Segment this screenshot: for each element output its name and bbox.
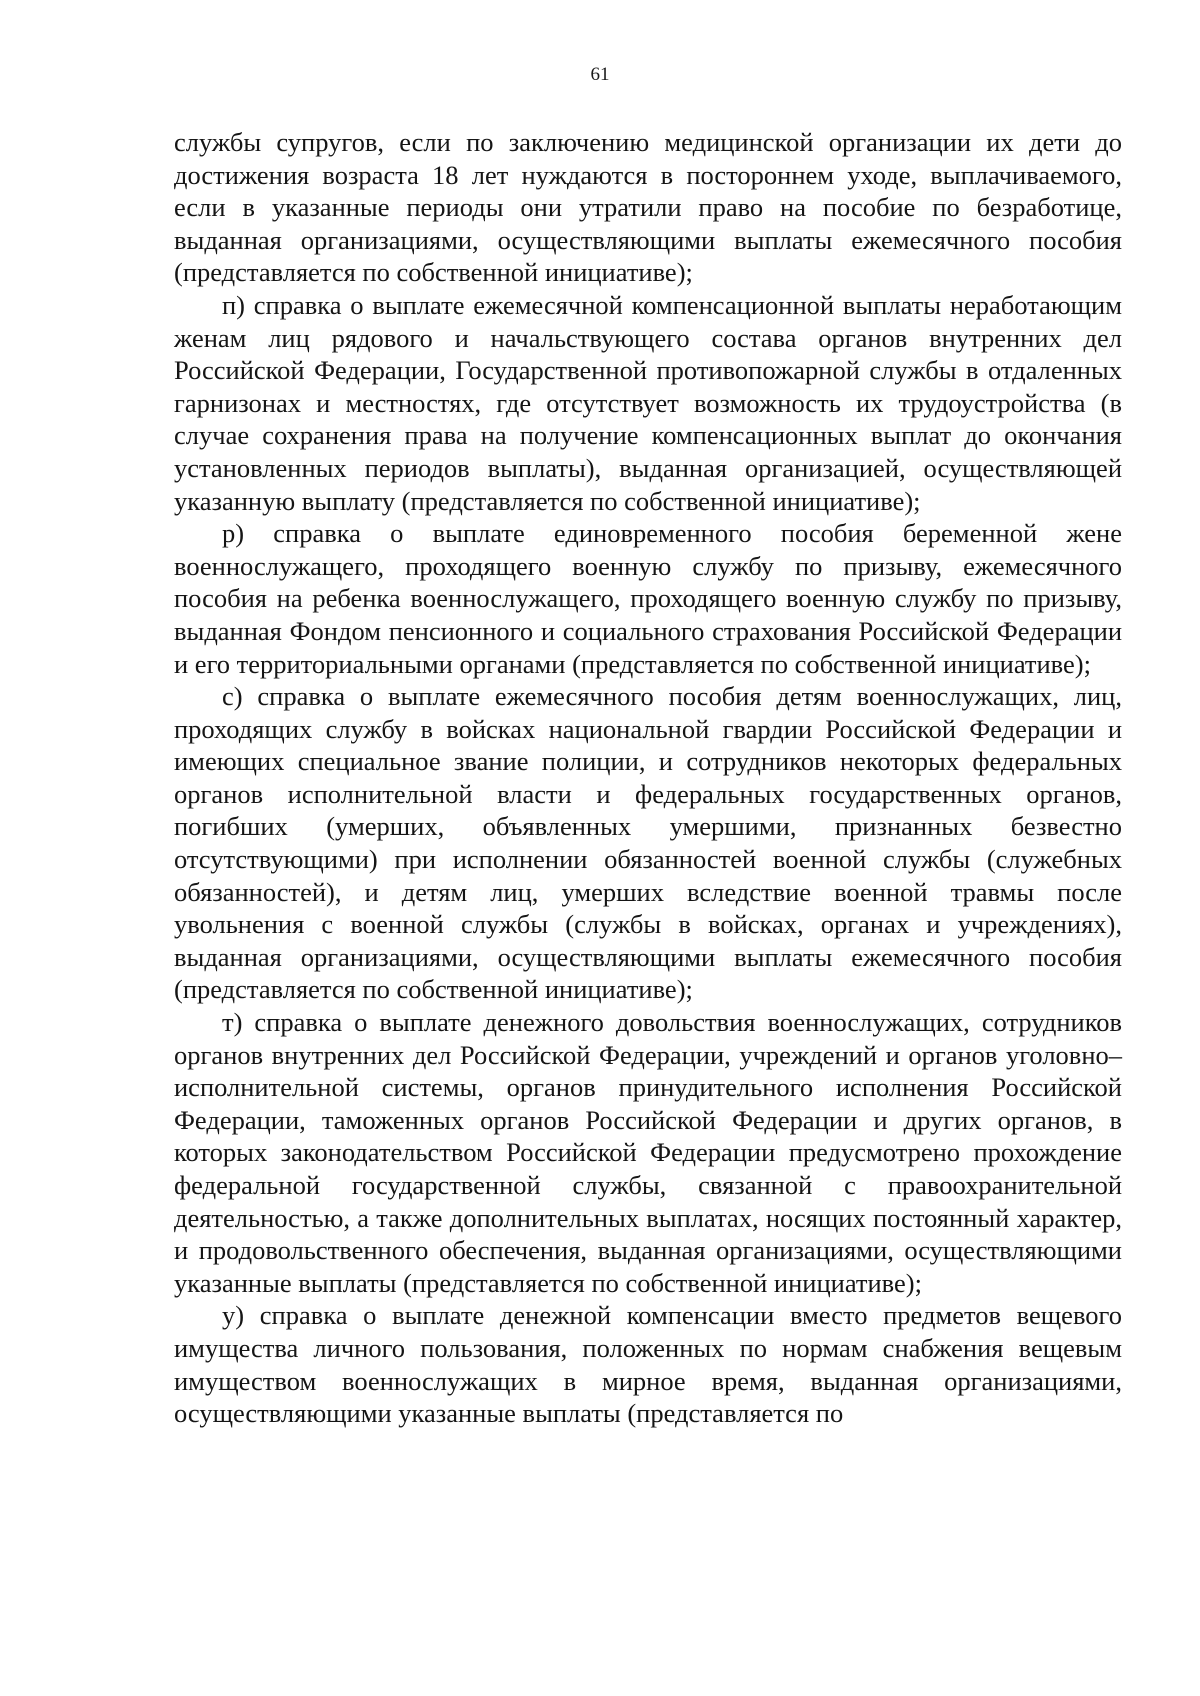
paragraph-item-r: р) справка о выплате единовременного пособия беременной жене военнослужащего, проходящего военную службу по призыву, ежемесячного пособия на ребенка военнослужащего, проходящего военную службу по призыву, выданная Фондом пенсионного и социального страхования Российской Федерации и его территориальными органами (представляется по собственной инициативе);	[174, 518, 1122, 679]
paragraph-item-u: у) справка о выплате денежной компенсации вместо предметов вещевого имущества личного пользования, положенных по нормам снабжения вещевым имуществом военнослужащих в мирное время, выданная организациями, осуществляющими указанные выплаты (представляется по	[174, 1300, 1122, 1429]
paragraph-item-p: п) справка о выплате ежемесячной компенсационной выплаты неработающим женам лиц рядового и начальствующего состава органов внутренних дел Российской Федерации, Государственной противопожарной службы в отдаленных гарнизонах и местностях, где отсутствует возможность их трудоустройства (в случае сохранения права на получение компенсационных выплат до окончания установленных периодов выплаты), выданная организацией, осуществляющей указанную выплату (представляется по собственной инициативе);	[174, 289, 1122, 516]
paragraph-continuation: службы супругов, если по заключению медицинской организации их дети до достижения возраста 18 лет нуждаются в постороннем уходе, выплачиваемого, если в указанные периоды они утратили право на пособие по безработице, выданная организациями, осуществляющими выплаты ежемесячного пособия (представляется по собственной инициативе);	[174, 127, 1122, 288]
page-number: 61	[590, 64, 610, 85]
document-body	[174, 126, 1122, 1430]
paragraph-item-t: т) справка о выплате денежного довольствия военнослужащих, сотрудников органов внутренних дел Российской Федерации, учреждений и органов уголовно–исполнительной системы, органов принудительного исполнения Российской Федерации, таможенных органов Российской Федерации и других органов, в которых законодательством Российской Федерации предусмотрено прохождение федеральной государственной службы, связанной с правоохранительной деятельностью, а также дополнительных выплатах, носящих постоянный характер, и продовольственного обеспечения, выданная организациями, осуществляющими указанные выплаты (представляется по собственной инициативе);	[174, 1007, 1122, 1298]
paragraph-item-s: с) справка о выплате ежемесячного пособия детям военнослужащих, лиц, проходящих службу в войсках национальной гвардии Российской Федерации и имеющих специальное звание полиции, и сотрудников некоторых федеральных органов исполнительной власти и федеральных государственных органов, погибших (умерших, объявленных умершими, признанных безвестно отсутствующими) при исполнении обязанностей военной службы (служебных обязанностей), и детям лиц, умерших вследствие военной травмы после увольнения с военной службы (службы в войсках, органах и учреждениях), выданная организациями, осуществляющими выплаты ежемесячного пособия (представляется по собственной инициативе);	[174, 681, 1122, 1005]
